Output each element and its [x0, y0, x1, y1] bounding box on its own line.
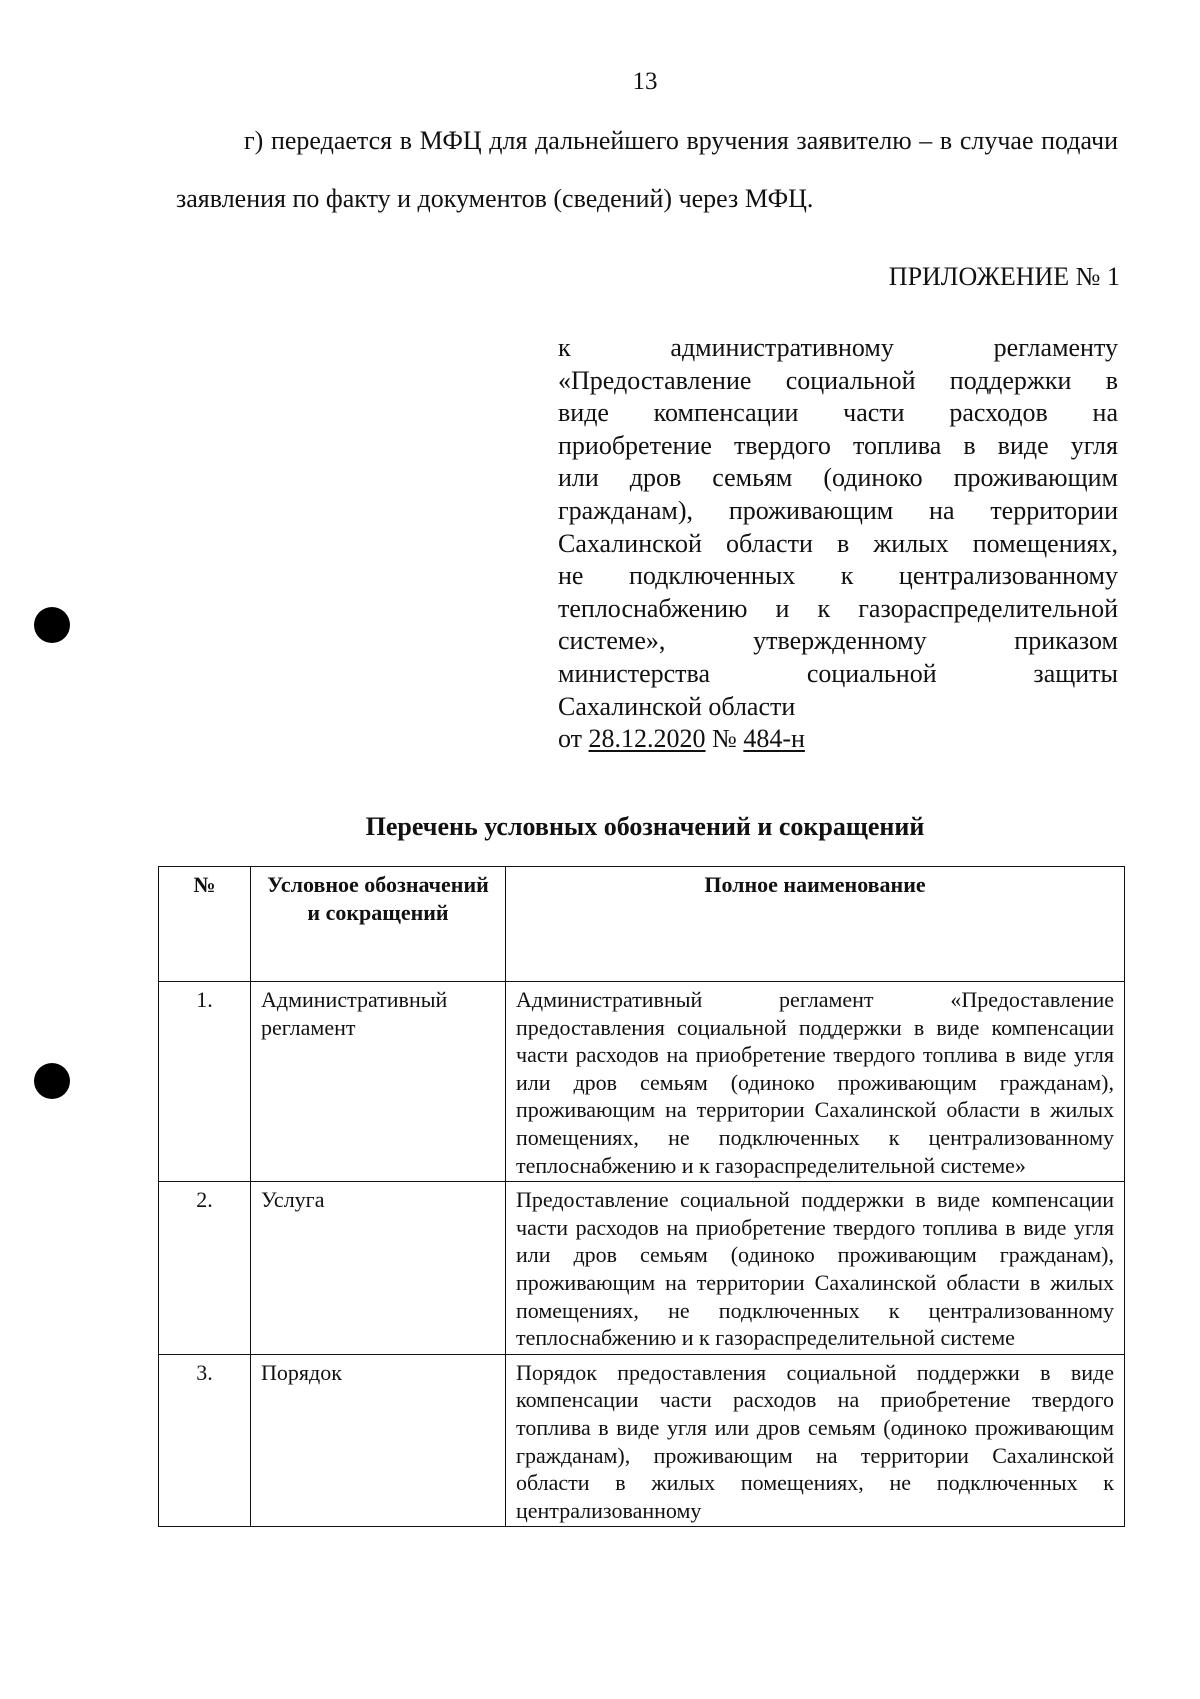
row-abbr: Порядок	[251, 1354, 506, 1527]
appendix-caption	[558, 332, 1118, 756]
row-abbr: Услуга	[251, 1182, 506, 1355]
appendix-line: приобретение твердого топлива в виде угля	[558, 430, 1118, 460]
header-num: №	[159, 867, 251, 982]
list-title: Перечень условных обозначений и сокращений	[365, 812, 925, 841]
table-row	[159, 1182, 1125, 1355]
appendix-line: министерства социальной защиты	[558, 658, 1118, 688]
header-abbr: Условное обозначений и сокращений	[251, 867, 506, 982]
appendix-title: ПРИЛОЖЕНИЕ № 1	[888, 262, 1120, 291]
date-prefix: от	[558, 724, 583, 754]
appendix-date-line	[558, 723, 1118, 756]
appendix-line: к административному регламенту	[558, 333, 1118, 362]
appendix-line: теплоснабжению и к газораспределительной	[558, 593, 1118, 623]
order-date: 28.12.2020	[588, 724, 706, 754]
row-full: Административный регламент «Предоставление предоставления социальной поддержки в виде компенсации части расходов на приобретение твердого топлива в виде угля или дров семьям (одиноко проживающим гражданам), проживающим на территории Сахалинской области в жилых помещениях, не подключенных к централизованному теплоснабжению и к газораспределительной системе»	[506, 982, 1125, 1182]
table-row	[159, 982, 1125, 1182]
row-abbr: Административный регламент	[251, 982, 506, 1182]
row-num: 1.	[159, 982, 251, 1182]
order-number: 484-н	[743, 724, 805, 754]
appendix-line: гражданам), проживающим на территории	[558, 495, 1118, 525]
binder-hole-top	[34, 607, 70, 643]
row-full: Предоставление социальной поддержки в виде компенсации части расходов на приобретение твердого топлива в виде угля или дров семьям (одиноко проживающим гражданам), проживающим на территории Сахалинской области в жилых помещениях, не подключенных к централизованному теплоснабжению и к газораспределительной системе	[506, 1182, 1125, 1355]
row-num: 3.	[159, 1354, 251, 1527]
appendix-line: или дров семьям (одиноко проживающим	[558, 463, 1118, 493]
abbreviations-table	[158, 866, 1125, 1527]
row-full: Порядок предоставления социальной поддержки в виде компенсации части расходов на приобретение твердого топлива в виде угля или дров семьям (одиноко проживающим гражданам), проживающим на территории Сахалинской области в жилых помещениях, не подключенных к централизованному	[506, 1354, 1125, 1527]
appendix-line: системе», утвержденному приказом	[558, 626, 1118, 656]
appendix-line: Сахалинской области в жилых помещениях,	[558, 528, 1118, 558]
appendix-line: виде компенсации части расходов на	[558, 398, 1118, 428]
appendix-line: «Предоставление социальной поддержки в	[558, 365, 1118, 395]
header-full: Полное наименование	[506, 867, 1125, 982]
number-sign: №	[712, 724, 737, 754]
row-num: 2.	[159, 1182, 251, 1355]
intro-paragraph: г) передается в МФЦ для дальнейшего вручения заявителю – в случае подачи заявления по факту и документов (сведений) через МФЦ.	[176, 126, 1118, 213]
appendix-line: Сахалинской области	[558, 691, 796, 721]
binder-hole-bottom	[34, 1063, 70, 1099]
page-number: 13	[632, 68, 658, 95]
table-row	[159, 1354, 1125, 1527]
table-header-row	[159, 867, 1125, 982]
appendix-line: не подключенных к централизованному	[558, 561, 1118, 591]
